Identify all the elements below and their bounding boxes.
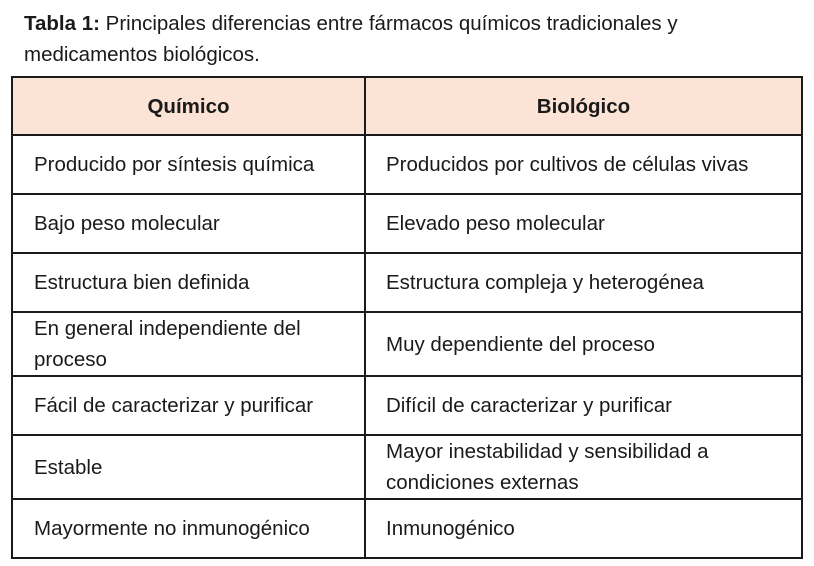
caption-text: Principales diferencias entre fármacos químicos tradicionales y medicamentos biológicos. xyxy=(24,12,678,66)
table-row xyxy=(12,312,802,376)
header-biologico: Biológico xyxy=(365,77,802,135)
cell-biologico: Difícil de caracterizar y purificar xyxy=(365,376,802,435)
cell-biologico: Estructura compleja y heterogénea xyxy=(365,253,802,312)
cell-quimico: Mayormente no inmunogénico xyxy=(12,499,365,558)
table-row xyxy=(12,135,802,194)
table-row xyxy=(12,376,802,435)
table-caption xyxy=(24,8,784,70)
cell-quimico: Fácil de caracterizar y purificar xyxy=(12,376,365,435)
cell-quimico: Bajo peso molecular xyxy=(12,194,365,253)
cell-quimico: Estable xyxy=(12,435,365,499)
comparison-table xyxy=(11,76,803,559)
table-row xyxy=(12,194,802,253)
table-row xyxy=(12,253,802,312)
caption-label: Tabla 1: xyxy=(24,12,100,35)
table-row xyxy=(12,435,802,499)
cell-biologico: Muy dependiente del proceso xyxy=(365,312,802,376)
cell-quimico: En general independiente del proceso xyxy=(12,312,365,376)
cell-biologico: Inmunogénico xyxy=(365,499,802,558)
cell-quimico: Estructura bien definida xyxy=(12,253,365,312)
cell-quimico: Producido por síntesis química xyxy=(12,135,365,194)
cell-biologico: Mayor inestabilidad y sensibilidad a condiciones externas xyxy=(365,435,802,499)
header-quimico: Químico xyxy=(12,77,365,135)
table-row xyxy=(12,499,802,558)
cell-biologico: Elevado peso molecular xyxy=(365,194,802,253)
table-header-row xyxy=(12,77,802,135)
cell-biologico: Producidos por cultivos de células vivas xyxy=(365,135,802,194)
